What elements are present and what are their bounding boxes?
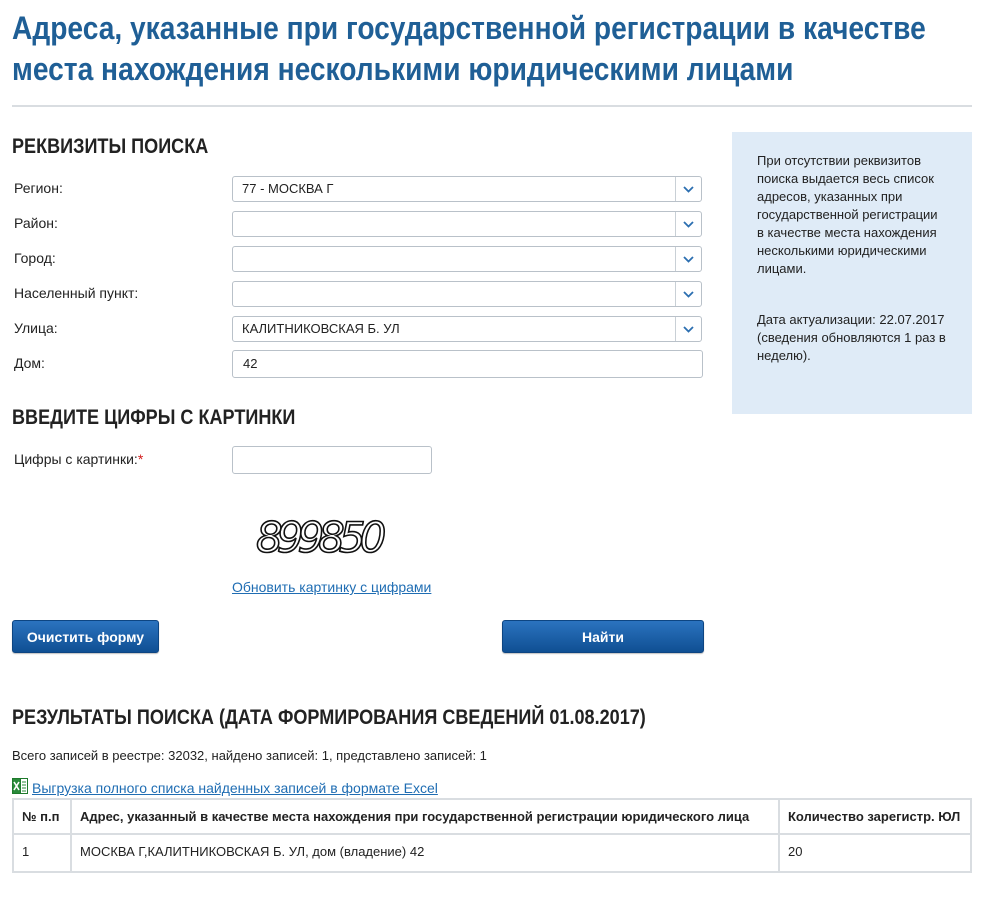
column-header-count: Количество зарегистр. ЮЛ <box>779 799 971 834</box>
house-label: Дом: <box>14 355 45 371</box>
chevron-down-icon[interactable] <box>675 177 701 201</box>
street-select-value: КАЛИТНИКОВСКАЯ Б. УЛ <box>242 321 400 336</box>
captcha-image <box>252 508 412 564</box>
search-section-title: РЕКВИЗИТЫ ПОИСКА <box>12 135 209 158</box>
captcha-label <box>14 450 143 468</box>
excel-icon[interactable] <box>12 778 28 794</box>
region-select-value: 77 - МОСКВА Г <box>242 181 334 196</box>
update-date-text: Дата актуализации: 22.07.2017 (сведения обновляются 1 раз в неделю). <box>757 312 946 363</box>
district-label: Район: <box>14 215 58 231</box>
required-mark: * <box>137 451 144 467</box>
results-section-title: РЕЗУЛЬТАТЫ ПОИСКА (ДАТА ФОРМИРОВАНИЯ СВЕДЕНИЙ 01.08.2017) <box>12 706 646 729</box>
captcha-input[interactable] <box>232 446 432 474</box>
street-select[interactable] <box>232 316 702 342</box>
results-table <box>12 798 972 873</box>
settlement-label: Населенный пункт: <box>14 285 139 301</box>
excel-export-link[interactable]: Выгрузка полного списка найденных записей в формате Excel <box>32 780 438 796</box>
page-title <box>12 8 971 90</box>
settlement-select[interactable] <box>232 281 702 307</box>
district-select[interactable] <box>232 211 702 237</box>
region-label: Регион: <box>14 180 63 196</box>
refresh-captcha-link[interactable]: Обновить картинку с цифрами <box>232 579 432 595</box>
results-summary: Всего записей в реестре: 32032, найдено записей: 1, представлено записей: 1 <box>12 748 487 763</box>
row-address: МОСКВА Г,КАЛИТНИКОВСКАЯ Б. УЛ, дом (владение) 42 <box>71 834 779 872</box>
captcha-section-title: ВВЕДИТЕ ЦИФРЫ С КАРТИНКИ <box>12 406 296 429</box>
house-input[interactable]: 42 <box>232 350 703 378</box>
title-divider <box>12 105 972 107</box>
row-count: 20 <box>779 834 971 872</box>
chevron-down-icon[interactable] <box>675 212 701 236</box>
page-title-line1: Адреса, указанные при государственной регистрации в качестве <box>12 10 926 46</box>
street-label: Улица: <box>14 320 58 336</box>
row-num: 1 <box>13 834 71 872</box>
table-row <box>13 834 971 872</box>
region-select[interactable] <box>232 176 702 202</box>
column-header-num: № п.п <box>13 799 71 834</box>
find-button[interactable]: Найти <box>502 620 704 653</box>
captcha-label-text: Цифры с картинки: <box>14 451 138 467</box>
table-header-row <box>13 799 971 834</box>
clear-form-button[interactable]: Очистить форму <box>12 620 159 653</box>
captcha-digits: 899850 <box>256 513 381 562</box>
column-header-address: Адрес, указанный в качестве места нахождения при государственной регистрации юридического лица <box>71 799 779 834</box>
chevron-down-icon[interactable] <box>675 317 701 341</box>
chevron-down-icon[interactable] <box>675 282 701 306</box>
chevron-down-icon[interactable] <box>675 247 701 271</box>
page-title-line2: места нахождения несколькими юридическими лицами <box>12 51 794 87</box>
city-select[interactable] <box>232 246 702 272</box>
city-label: Город: <box>14 250 56 266</box>
info-text: При отсутствии реквизитов поиска выдается весь список адресов, указанных при государственной регистрации в качестве места нахождения несколькими юридическими лицами. <box>757 153 938 276</box>
